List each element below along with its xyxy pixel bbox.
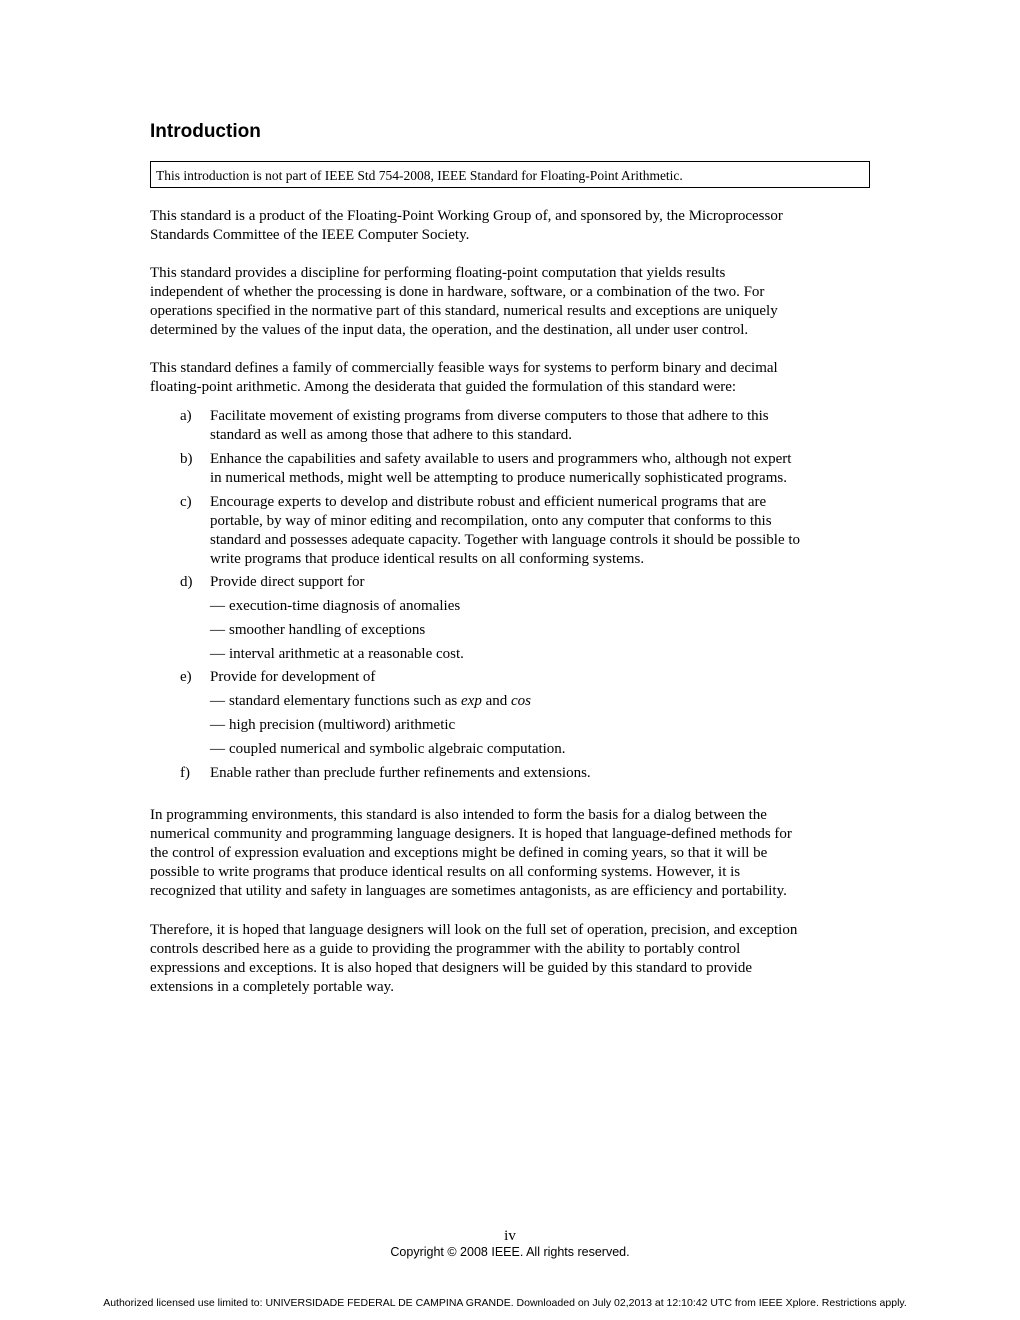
sub-item-text: smoother handling of exceptions [229, 622, 426, 638]
sub-item-joiner: and [481, 693, 512, 709]
function-name-cos: cos [511, 693, 532, 709]
paragraph-family: This standard defines a family of commercially feasible ways for systems to perform binary and decimal floating-point arithmetic. Among the desiderata that guided the formulation of this standard were: [150, 360, 778, 395]
sub-item-anomaly-diagnosis [210, 597, 460, 616]
paragraph-language-designers-line2: controls described here as a guide to providing the programmer with the ability to portably control [150, 941, 741, 957]
paragraph-language-designers-line1: Therefore, it is hoped that language designers will look on the full set of operation, precision, and exception [150, 922, 798, 938]
sub-item-text: interval arithmetic at a reasonable cost. [229, 646, 464, 662]
list-item-text: Encourage experts to develop and distribute robust and efficient numerical programs that are portable, by way of minor editing and recompilation, onto any computer that conforms to this standard and possesses adequate capacity. Together with language controls it should be possible to write programs that produce identical results on all conforming systems. [210, 494, 801, 567]
dash-bullet: — [210, 717, 225, 733]
list-marker: b) [180, 451, 193, 467]
sub-item-exception-handling [210, 621, 425, 640]
sub-item-high-precision [210, 716, 455, 735]
paragraph-origin: This standard is a product of the Floating-Point Working Group of, and sponsored by, the Microprocessor Standards Committee of the IEEE Computer Society. [150, 208, 783, 243]
sub-item-text: execution-time diagnosis of anomalies [229, 598, 461, 614]
dash-bullet: — [210, 646, 225, 662]
sub-item-text: coupled numerical and symbolic algebraic computation. [229, 741, 566, 757]
introduction-notice-box: This introduction is not part of IEEE Std 754-2008, IEEE Standard for Floating-Point Arithmetic. [150, 161, 870, 188]
paragraph-discipline-rest: independent of whether the processing is done in hardware, software, or a combination of the two. For operations specified in the normative part of this standard, numerical results and exceptions are uniquely determined by the values of the input data, the operation, and the destination, all under user control. [150, 284, 778, 338]
paragraph-programming-environments-line5: recognized that utility and safety in languages are sometimes antagonists, as are efficiency and portability. [150, 883, 787, 899]
paragraph-programming-environments-line4: possible to write programs that produce identical results on all conforming systems. However, it is [150, 864, 741, 880]
list-item-text: Facilitate movement of existing programs from diverse computers to those that adhere to this standard as well as among those that adhere to this standard. [210, 408, 769, 443]
list-item-text: Provide for development of [210, 669, 376, 685]
sub-item-symbolic-computation [210, 740, 566, 759]
sub-item-text: high precision (multiword) arithmetic [229, 717, 456, 733]
dash-bullet: — [210, 741, 225, 757]
list-marker: c) [180, 494, 192, 510]
list-marker: f) [180, 765, 190, 781]
dash-bullet: — [210, 598, 225, 614]
dash-bullet: — [210, 622, 225, 638]
paragraph-language-designers-rest: expressions and exceptions. It is also hoped that designers will be guided by this standard to provide extensions in a completely portable way. [150, 960, 752, 995]
list-item-text: Enhance the capabilities and safety available to users and programmers who, although not expert in numerical methods, might well be attempting to produce numerically sophisticated programs. [210, 451, 792, 486]
section-heading: Introduction [150, 121, 261, 142]
sub-item-text: standard elementary functions such as [229, 693, 462, 709]
list-marker: a) [180, 408, 192, 424]
paragraph-discipline-line1: This standard provides a discipline for performing floating-point computation that yields results [150, 265, 726, 281]
sub-item-elementary-functions [210, 692, 531, 711]
paragraph-programming-environments: In programming environments, this standard is also intended to form the basis for a dialog between the numerical community and programming language designers. It is hoped that language-defined methods for the control of expression evaluation and exceptions might be defined in coming years, so that it will be [150, 807, 792, 861]
dash-bullet: — [210, 693, 225, 709]
list-marker: d) [180, 574, 193, 590]
function-name-exp: exp [461, 693, 482, 709]
page-number: iv [504, 1228, 516, 1244]
sub-item-interval-arithmetic [210, 645, 464, 664]
list-item-text: Enable rather than preclude further refinements and extensions. [210, 765, 591, 781]
license-notice: Authorized licensed use limited to: UNIVERSIDADE FEDERAL DE CAMPINA GRANDE. Downloaded on July 02,2013 at 12:10:42 UTC from IEEE Xplore. Restrictions apply. [103, 1297, 907, 1309]
copyright-notice: Copyright © 2008 IEEE. All rights reserved. [390, 1245, 630, 1259]
list-marker: e) [180, 669, 192, 685]
list-item-text: Provide direct support for [210, 574, 365, 590]
